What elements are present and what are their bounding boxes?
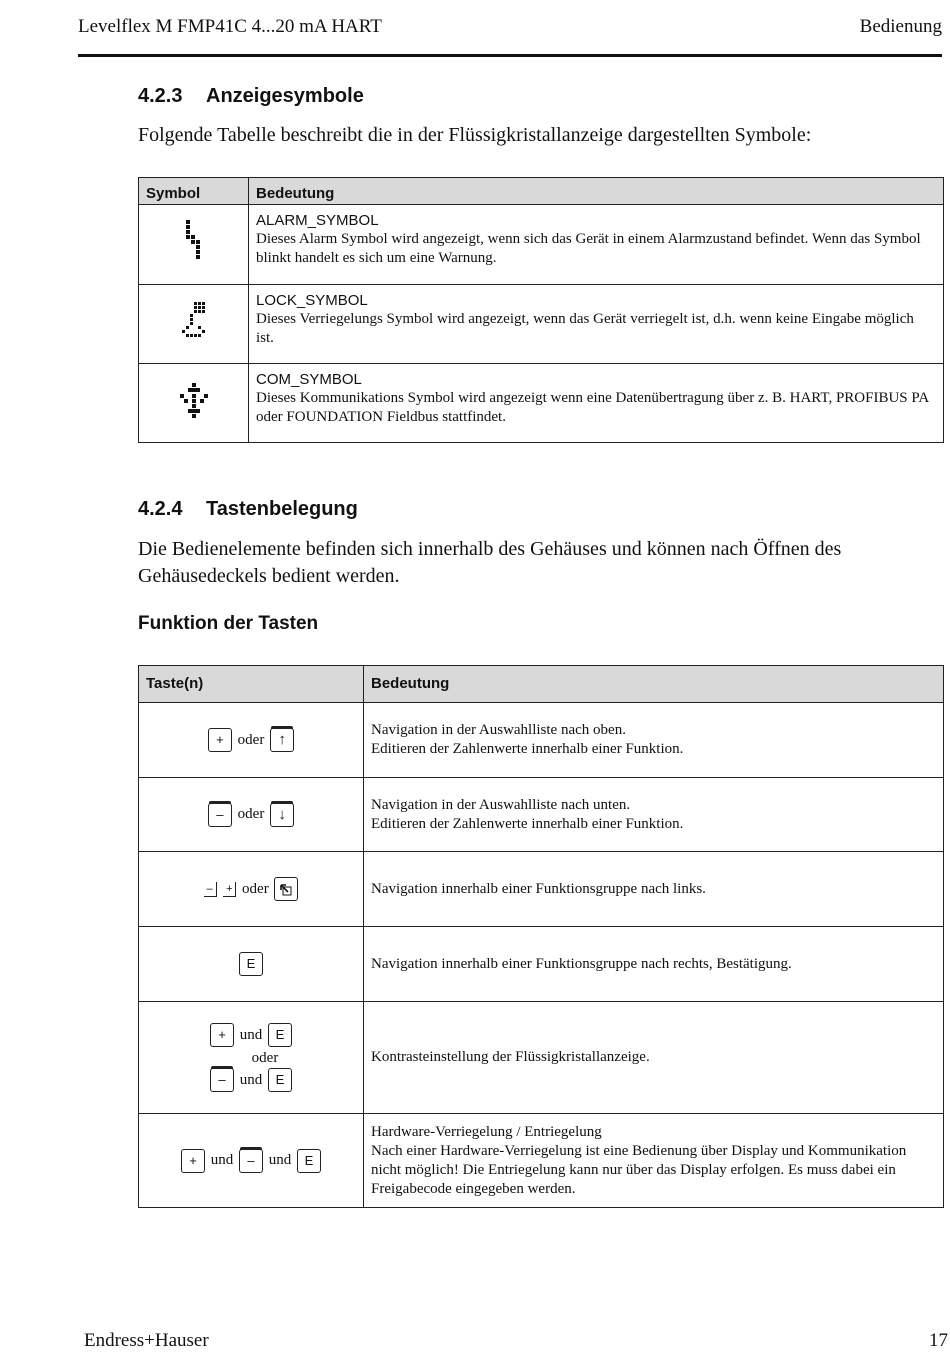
plus-key-icon: + (210, 1023, 234, 1047)
key-combo-line (139, 1068, 363, 1092)
lock-symbol-icon (139, 285, 249, 364)
minus-key-icon: – (210, 1068, 234, 1092)
table-header-row (139, 666, 944, 703)
symbol-name: COM_SYMBOL (256, 371, 362, 388)
escape-key-icon (274, 877, 298, 901)
key-combination-cell (139, 927, 364, 1002)
key-description-line: Navigation innerhalb einer Funktionsgruppe nach rechts, Bestätigung. (371, 955, 792, 972)
section-heading-anzeigesymbole (138, 85, 364, 108)
header-chapter: Bedienung (859, 16, 942, 37)
key-description-line: Navigation in der Auswahlliste nach unten. (371, 796, 631, 813)
symbol-description-cell (249, 364, 944, 443)
key-description-line: Kontrasteinstellung der Flüssigkristallanzeige. (371, 1049, 650, 1065)
connector-text: und (239, 1027, 263, 1044)
page-footer (84, 1330, 948, 1352)
section-title: Tastenbelegung (206, 498, 358, 520)
arrow-up-key-icon: ↑ (270, 728, 294, 752)
key-description-line: Editieren der Zahlenwerte innerhalb einer Funktion. (371, 815, 684, 832)
column-header-bedeutung: Bedeutung (364, 666, 944, 703)
key-description-cell (364, 703, 944, 778)
table-row (139, 285, 944, 364)
page-number: 17 (929, 1330, 948, 1351)
section-number: 4.2.3 (138, 85, 183, 107)
enter-key-icon: E (297, 1149, 321, 1173)
key-description-cell (364, 1002, 944, 1114)
connector-text: oder (237, 806, 265, 822)
section-intro: Folgende Tabelle beschreibt die in der Flüssigkristallanzeige dargestellten Symbole: (138, 124, 812, 146)
table-row (139, 1114, 944, 1208)
table-header-row (139, 178, 944, 205)
table-row (139, 852, 944, 927)
table-row (139, 927, 944, 1002)
enter-key-icon: E (268, 1023, 292, 1047)
connector-text: und (239, 1071, 263, 1088)
subheading-funktion-der-tasten: Funktion der Tasten (138, 613, 319, 634)
column-header-tasten: Taste(n) (139, 666, 364, 703)
connector-text: oder (237, 731, 265, 748)
key-combination-cell (139, 852, 364, 927)
section-number: 4.2.4 (138, 498, 183, 520)
connector-text: und (210, 1152, 234, 1168)
key-description-line: Navigation in der Auswahlliste nach oben. (371, 722, 626, 738)
footer-company: Endress+Hauser (84, 1330, 209, 1351)
section-intro: Die Bedienelemente befinden sich innerhalb des Gehäuses und können nach Öffnen des Gehäusedeckels bedient werden. (138, 538, 842, 587)
connector-text: oder (251, 1049, 279, 1066)
column-header-bedeutung: Bedeutung (249, 178, 944, 205)
plus-key-icon: + (208, 728, 232, 752)
key-combination-cell (139, 1114, 364, 1208)
key-combination-cell (139, 778, 364, 852)
table-row (139, 205, 944, 285)
symbol-description: Dieses Verriegelungs Symbol wird angezeigt, wenn das Gerät verriegelt ist, d.h. wenn keine Eingabe möglich ist. (256, 311, 914, 346)
header-rule (78, 54, 942, 57)
plus-key-icon: + (181, 1149, 205, 1173)
symbol-name: ALARM_SYMBOL (256, 212, 379, 229)
connector-text: und (268, 1152, 292, 1168)
symbol-table (138, 177, 944, 443)
section-heading-tastenbelegung (138, 498, 358, 521)
key-description-line: Nach einer Hardware-Verriegelung ist eine Bedienung über Display und Kommunikation nicht möglich! Die Entriegelung kann nur über das Display erfolgen. Es muss dabei ein Freigabecode eingegeben werden. (371, 1142, 907, 1197)
key-description-line: Navigation innerhalb einer Funktionsgruppe nach links. (371, 880, 706, 897)
symbol-name: LOCK_SYMBOL (256, 292, 368, 309)
key-function-table (138, 665, 944, 1208)
symbol-description: Dieses Kommunikations Symbol wird angezeigt wenn eine Datenübertragung über z. B. HART, PROFIBUS PA oder FOUNDATION Fieldbus stattfindet. (256, 390, 929, 425)
symbol-description-cell (249, 205, 944, 285)
minus-key-icon: – (239, 1149, 263, 1173)
com-symbol-icon (139, 364, 249, 443)
header-document-title: Levelflex M FMP41C 4...20 mA HART (78, 16, 382, 37)
connector-line (139, 1047, 363, 1068)
alarm-symbol-icon (139, 205, 249, 285)
column-header-symbol: Symbol (139, 178, 249, 205)
symbol-description: Dieses Alarm Symbol wird angezeigt, wenn sich das Gerät in einem Alarmzustand befindet. Wenn das Symbol blinkt handelt es sich um eine Warnung. (256, 231, 921, 266)
key-description-cell (364, 927, 944, 1002)
table-row (139, 778, 944, 852)
key-combo-line (139, 1023, 363, 1047)
key-combination-cell (139, 1002, 364, 1114)
arrow-down-key-icon: ↓ (270, 803, 294, 827)
plus-mini-key-icon: + (223, 882, 236, 897)
symbol-description-cell (249, 285, 944, 364)
table-row (139, 703, 944, 778)
key-description-cell (364, 852, 944, 927)
key-combination-cell (139, 703, 364, 778)
key-description-line: Editieren der Zahlenwerte innerhalb einer Funktion. (371, 741, 684, 757)
enter-key-icon: E (239, 952, 263, 976)
key-description-cell (364, 1114, 944, 1208)
table-row (139, 364, 944, 443)
minus-mini-key-icon: – (204, 882, 217, 897)
key-description-line: Hardware-Verriegelung / Entriegelung (371, 1123, 602, 1140)
page-header (78, 16, 942, 40)
section-title: Anzeigesymbole (206, 85, 364, 107)
minus-key-icon: – (208, 803, 232, 827)
enter-key-icon: E (268, 1068, 292, 1092)
connector-text: oder (242, 880, 269, 897)
table-row (139, 1002, 944, 1114)
key-description-cell (364, 778, 944, 852)
